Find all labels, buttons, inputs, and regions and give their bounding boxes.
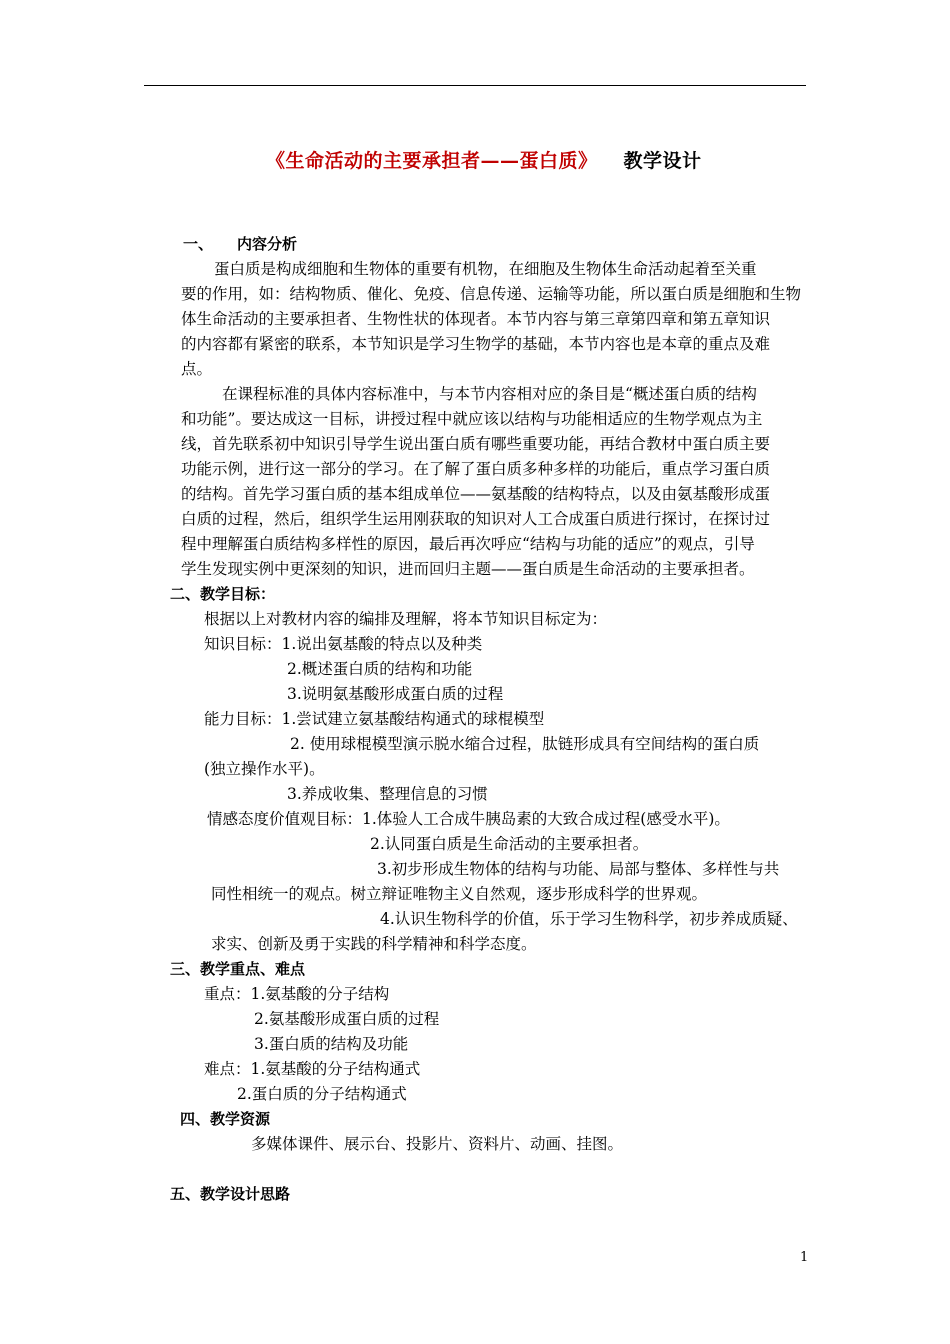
section1-p2-line: 线，首先联系初中知识引导学生说出蛋白质有哪些重要功能，再结合教材中蛋白质主要 xyxy=(181,435,771,453)
ability-goal: 2. 使用球棍模型演示脱水缩合过程，肽链形成具有空间结构的蛋白质 xyxy=(290,735,760,753)
section4-heading: 四、教学资源 xyxy=(180,1110,271,1128)
emotion-goal: 2.认同蛋白质是生命活动的主要承担者。 xyxy=(370,835,649,853)
title-suffix: 教学设计 xyxy=(623,150,702,172)
knowledge-goal: 2.概述蛋白质的结构和功能 xyxy=(287,660,473,678)
section1-p2-line: 和功能”。要达成这一目标，讲授过程中就应该以结构与功能相适应的生物学观点为主 xyxy=(181,410,763,428)
section1-p2-line: 学生发现实例中更深刻的知识，进而回归主题——蛋白质是生命活动的主要承担者。 xyxy=(181,560,755,578)
emotion-goal: 求实、创新及勇于实践的科学精神和科学态度。 xyxy=(211,935,537,953)
section3-heading: 三、教学重点、难点 xyxy=(170,960,306,978)
knowledge-goal: 知识目标：1.说出氨基酸的特点以及种类 xyxy=(204,635,483,653)
emotion-goal: 3.初步形成生物体的结构与功能、局部与整体、多样性与共 xyxy=(377,860,780,878)
section1-p1-line: 要的作用，如：结构物质、催化、免疫、信息传递、运输等功能，所以蛋白质是细胞和生物 xyxy=(181,285,802,303)
section2-intro: 根据以上对教材内容的编排及理解，将本节知识目标定为： xyxy=(204,610,608,628)
section1-p2-line: 程中理解蛋白质结构多样性的原因，最后再次呼应“结构与功能的适应”的观点，引导 xyxy=(181,535,755,553)
section1-p2-line: 白质的过程，然后，组织学生运用刚获取的知识对人工合成蛋白质进行探讨，在探讨过 xyxy=(181,510,771,528)
title-main: 《生命活动的主要承担者——蛋白质》 xyxy=(266,150,598,172)
key-point: 3.蛋白质的结构及功能 xyxy=(254,1035,409,1053)
ability-goal: 能力目标：1.尝试建立氨基酸结构通式的球棍模型 xyxy=(204,710,545,728)
section1-p1-line: 体生命活动的主要承担者、生物性状的体现者。本节内容与第三章第四章和第五章知识 xyxy=(181,310,771,328)
difficult-point: 难点：1.氨基酸的分子结构通式 xyxy=(204,1060,421,1078)
section1-p1-line: 的内容都有紧密的联系，本节知识是学习生物学的基础，本节内容也是本章的重点及难 xyxy=(181,335,771,353)
section5-heading: 五、教学设计思路 xyxy=(170,1185,291,1203)
section1-p2-line: 在课程标准的具体内容标准中，与本节内容相对应的条目是“概述蛋白质的结构 xyxy=(222,385,757,403)
section1-p1-line: 点。 xyxy=(181,360,213,378)
section1-p2-line: 的结构。首先学习蛋白质的基本组成单位——氨基酸的结构特点，以及由氨基酸形成蛋 xyxy=(181,485,771,503)
page-number: 1 xyxy=(800,1250,809,1265)
section1-heading-num: 一、 xyxy=(183,235,214,253)
header-rule xyxy=(144,85,806,86)
section2-heading: 二、教学目标： xyxy=(170,585,276,603)
emotion-goal: 情感态度价值观目标：1.体验人工合成牛胰岛素的大致合成过程(感受水平)。 xyxy=(207,810,730,828)
document-title xyxy=(266,146,702,173)
emotion-goal: 同性相统一的观点。树立辩证唯物主义自然观，逐步形成科学的世界观。 xyxy=(211,885,708,903)
section1-p1-line: 蛋白质是构成细胞和生物体的重要有机物，在细胞及生物体生命活动起着至关重 xyxy=(214,260,757,278)
emotion-goal: 4.认识生物科学的价值，乐于学习生物科学，初步养成质疑、 xyxy=(380,910,798,928)
key-point: 重点：1.氨基酸的分子结构 xyxy=(204,985,390,1003)
ability-goal: (独立操作水平)。 xyxy=(204,760,325,778)
section4-body: 多媒体课件、展示台、投影片、资料片、动画、挂图。 xyxy=(251,1135,624,1153)
ability-goal: 3.养成收集、整理信息的习惯 xyxy=(287,785,488,803)
knowledge-goal: 3.说明氨基酸形成蛋白质的过程 xyxy=(287,685,504,703)
difficult-point: 2.蛋白质的分子结构通式 xyxy=(237,1085,407,1103)
section1-heading: 内容分析 xyxy=(237,235,298,253)
key-point: 2.氨基酸形成蛋白质的过程 xyxy=(254,1010,440,1028)
section1-p2-line: 功能示例，进行这一部分的学习。在了解了蛋白质多种多样的功能后，重点学习蛋白质 xyxy=(181,460,771,478)
